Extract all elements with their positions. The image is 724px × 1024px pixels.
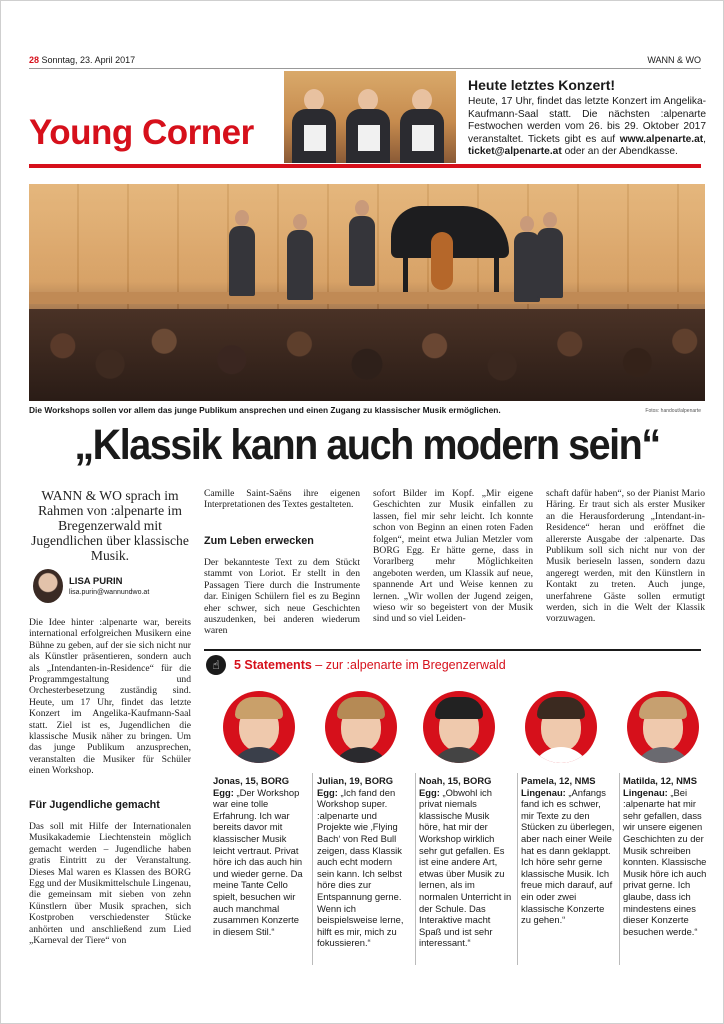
subheading: Für Jugendliche gemacht bbox=[29, 799, 160, 811]
portrait-noah bbox=[423, 691, 495, 763]
article-intro: WANN & WO sprach im Rahmen von :alpenarte im Bregenzerwald mit Jugendlichen über klassische Musik. bbox=[31, 488, 189, 563]
concert-box-text: Heute, 17 Uhr, findet das letzte Konzert im Angelika-Kaufmann-Saal statt. Die nächsten :alpenarte Festwochen werden vom 26. bis 29. Oktober 2017 veranstaltet. Tickets gibt es auf www.alpenarte.at, ticket@alpenarte.at oder an der Abendkasse. bbox=[468, 96, 706, 158]
section-rule bbox=[29, 164, 701, 168]
author-email[interactable]: lisa.purin@wannundwo.at bbox=[69, 589, 150, 596]
page-date: Sonntag, 23. April 2017 bbox=[39, 55, 136, 65]
article-column-2: Camille Saint-Saëns ihre eigenen Interpretationen des Textes gestalteten. bbox=[204, 488, 360, 511]
photo-person bbox=[346, 85, 390, 163]
statements-title: 5 Statements – zur :alpenarte im Bregenzerwald bbox=[234, 658, 506, 672]
portrait-julian bbox=[325, 691, 397, 763]
section-title: Young Corner bbox=[29, 113, 254, 152]
audience bbox=[29, 309, 705, 401]
portrait-jonas bbox=[223, 691, 295, 763]
statement-pamela: Pamela, 12, NMS Lingenau: „Anfangs fand ich es schwer, mir Texte zu den Stücken zu überlegen, aber nach einer Weile hat es dann geklappt. Ich höre sehr gerne klassische Musik. Ich freue mich darauf, auf ein oder zwei klassische Konzerte zu gehen.“ bbox=[521, 775, 615, 926]
photo-person bbox=[292, 85, 336, 163]
section-name: WANN & WO bbox=[647, 55, 701, 65]
subheading: Zum Leben erwecken bbox=[204, 535, 314, 547]
author-name: LISA PURIN bbox=[69, 576, 123, 587]
musician bbox=[287, 230, 313, 300]
portrait-pamela bbox=[525, 691, 597, 763]
website-link[interactable]: www.alpenarte.at bbox=[619, 133, 704, 145]
statement-noah: Noah, 15, BORG Egg: „Obwohl ich privat niemals klassische Musik höre, hat mir der Workshop wirklich sehr gut gefallen. Es ist eine andere Art, etwas über Musik zu lernen, als im normalen Unterricht in der Schule. Das Interaktive macht Spaß und ist sehr interessant.“ bbox=[419, 775, 512, 949]
statement-jonas: Jonas, 15, BORG Egg: „Der Workshop war eine tolle Erfahrung. Ich war bereits davor mit klassischer Musik leicht vertraut. Privat höre ich das auch hin und wieder gerne. Da meine Tante Cello spielt, besuchen wir auch manchmal zusammen Konzerte in diesem Stil.“ bbox=[213, 775, 303, 937]
article-column-1b: Das soll mit Hilfe der Internationalen Musikakademie Liechtenstein möglich gemacht werden – Jugendliche haben gratis Eintritt zu der Veranstaltung. Dieses Mal waren es Klassen des BORG Egg und der Musikmittelschule Lingenau, die gemeinsam mit sieben von zehn Künstlern über Musik sprachen, sich Kostproben verschiedenster Stücke anhörten und anschließend zum Lied „Karneval der Tiere“ von bbox=[29, 821, 191, 947]
musician bbox=[349, 216, 375, 286]
article-column-1: Die Idee hinter :alpenarte war, bereits international erfolgreichen Musikern eine Bühne zu geben, auf der sie sich nicht nur als Künstler präsentieren, sondern auch als „Intendanten-in-Residence“ für die Programmgestaltung und Orchesterbesetzung zuständig sind. Heute, um 17 Uhr, findet das letzte Konzert im Angelika-Kaufmann-Saal statt. Ziel ist es, Jugendlichen die klassische Musik näher zu bringen. Um das junge Publikum anzusprechen, veranstalten die Musiker für Schüler einen Workshop. bbox=[29, 617, 191, 777]
page-header bbox=[29, 55, 701, 69]
workshop-photo bbox=[29, 184, 705, 401]
hand-icon: ☝ bbox=[206, 655, 226, 675]
photo-caption: Die Workshops sollen vor allem das junge Publikum ansprechen und einen Zugang zu klassischer Musik ermöglichen. bbox=[29, 405, 501, 415]
author-avatar bbox=[33, 569, 63, 603]
statement-matilda: Matilda, 12, NMS Lingenau: „Bei :alpenarte hat mir sehr gefallen, dass wir unsere eigenen Geschichten zu der Musik schreiben konnten. Klassische Musik höre ich auch privat gerne. Ich glaube, dass ich mindestens eines dieser Konzerte besuchen werde.“ bbox=[623, 775, 707, 937]
article-headline: „Klassik kann auch modern sein“ bbox=[74, 421, 660, 469]
statement-julian: Julian, 19, BORG Egg: „Ich fand den Workshop super. :alpenarte und Projekte wie ‚Flying Bach‘ von Red Bull zeigen, dass Klassik auch echt modern sein kann. Ich selbst höre dies zur Entspannung gerne. Wenn ich beispielsweise lerne, hilft es mir, mich zu fokussieren.“ bbox=[317, 775, 404, 949]
cello-shape bbox=[431, 232, 453, 290]
statements-rule bbox=[204, 649, 701, 651]
concert-photo bbox=[284, 71, 456, 163]
concert-box-title: Heute letztes Konzert! bbox=[468, 77, 616, 93]
photo-person bbox=[400, 85, 444, 163]
article-column-3: sofort Bilder im Kopf. „Mir eigene Geschichten zur Musik einfallen zu lassen, fiel mir sehr leicht. Ich konnte schon von Beginn an einen roten Faden folgen“, meint etwa Julian Metzler vom BORG Egg. Er hätte gerne, dass in Vorarlberg mehr Möglichkeiten angeboten werden, um Klassik auf neue, spannende Art und Weise kennen zu lernen. „Wir wollen der Jugend zeigen, wieso wir so begeistert von der Musik sind und so viel Leiden- bbox=[373, 488, 533, 625]
photo-credit: Fotos: handout/alpenarte bbox=[645, 408, 701, 414]
page-number: 28 bbox=[29, 55, 40, 65]
musician bbox=[229, 226, 255, 296]
article-column-2b: Der bekannteste Text zu dem Stückt stammt von Loriot. Er stellt in den Passagen Tiere durch die Instrumente dar. Einigen Schülern fiel es zu Beginn eher schwer, sich neue Geschichten auszudenken, bei anderen wiederum waren bbox=[204, 557, 360, 637]
ticket-email-link[interactable]: ticket@alpenarte.at bbox=[468, 146, 562, 158]
musician bbox=[537, 228, 563, 298]
article-column-4: schaft dafür haben“, so der Pianist Mario Häring. Er traut sich als erster Musiker an die Herausforderung „Intendant-in-Residence“ heran und eröffnet die allererste Ausgabe der :alpenarte. Das Publikum soll sich nicht nur von der Musik berieseln lassen, sondern dazu angeregt werden, mit den Künstlern in Kontakt zu treten. Auch junge, unerfahrene Gäste sollen ermutigt werden, sich in die Welt der Klassik vorzuwagen. bbox=[546, 488, 705, 625]
portrait-matilda bbox=[627, 691, 699, 763]
